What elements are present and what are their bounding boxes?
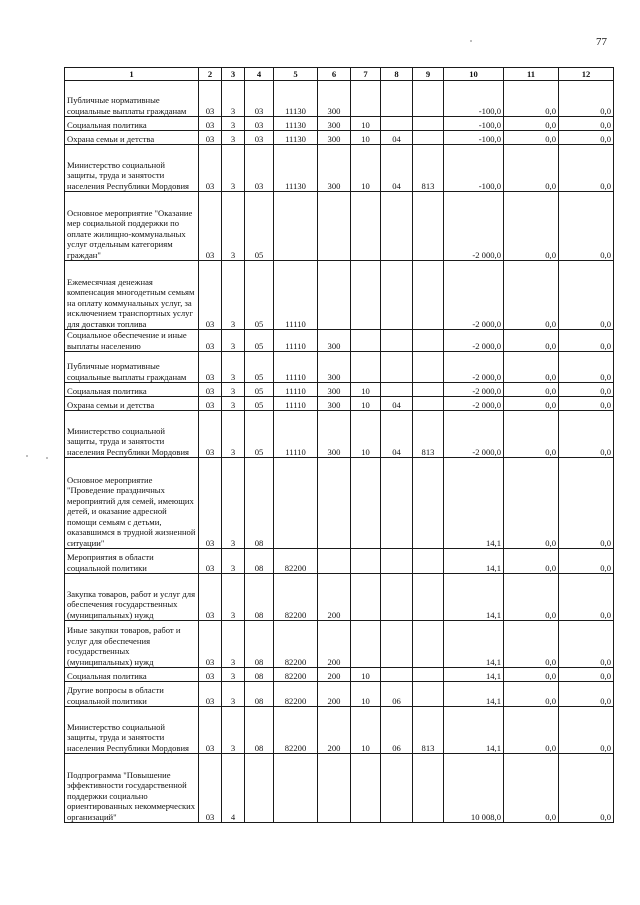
column-header: 6 — [318, 68, 351, 81]
table-cell: 0,0 — [559, 397, 614, 411]
table-cell — [318, 458, 351, 549]
table-cell: 0,0 — [504, 682, 559, 707]
table-cell: 03 — [199, 117, 222, 131]
table-cell — [381, 261, 413, 330]
table-cell — [413, 397, 444, 411]
table-cell: 08 — [245, 682, 274, 707]
table-cell: 0,0 — [559, 383, 614, 397]
table-cell: 200 — [318, 621, 351, 668]
table-cell: 3 — [222, 707, 245, 754]
table-cell: -2 000,0 — [444, 397, 504, 411]
table-cell: 14,1 — [444, 682, 504, 707]
table-cell — [351, 754, 381, 823]
table-cell: 03 — [245, 131, 274, 145]
row-name-cell: Социальная политика — [65, 668, 199, 682]
table-cell — [318, 192, 351, 261]
table-cell — [351, 192, 381, 261]
table-cell — [413, 458, 444, 549]
table-cell: 08 — [245, 549, 274, 574]
table-cell — [381, 549, 413, 574]
table-cell: 3 — [222, 621, 245, 668]
table-cell — [318, 261, 351, 330]
table-cell: 3 — [222, 117, 245, 131]
column-header: 8 — [381, 68, 413, 81]
table-cell: 04 — [381, 411, 413, 458]
table-row — [65, 145, 614, 192]
table-cell: 300 — [318, 117, 351, 131]
table-cell: 0,0 — [504, 117, 559, 131]
table-row — [65, 682, 614, 707]
table-cell: 813 — [413, 145, 444, 192]
row-name-cell: Социальная политика — [65, 117, 199, 131]
table-cell: 14,1 — [444, 549, 504, 574]
table-cell: 11110 — [274, 330, 318, 352]
table-cell: 3 — [222, 145, 245, 192]
table-cell — [351, 261, 381, 330]
table-cell — [413, 574, 444, 621]
table-cell — [413, 668, 444, 682]
table-cell: 0,0 — [504, 352, 559, 383]
table-cell: 0,0 — [559, 458, 614, 549]
scan-speck — [46, 457, 48, 459]
table-cell — [413, 131, 444, 145]
table-row — [65, 192, 614, 261]
scan-speck — [26, 455, 28, 457]
table-cell: 0,0 — [504, 192, 559, 261]
table-cell — [381, 117, 413, 131]
table-cell: 06 — [381, 682, 413, 707]
page-number: 77 — [596, 36, 607, 48]
table-cell — [351, 621, 381, 668]
table-cell: 0,0 — [504, 668, 559, 682]
table-cell: 03 — [199, 411, 222, 458]
table-cell: 03 — [199, 383, 222, 397]
table-cell: 04 — [381, 131, 413, 145]
table-cell — [381, 574, 413, 621]
table-cell: 03 — [199, 192, 222, 261]
table-cell — [413, 81, 444, 117]
table-cell: 0,0 — [504, 397, 559, 411]
row-name-cell: Публичные нормативные социальные выплаты гражданам — [65, 81, 199, 117]
table-cell: 11130 — [274, 81, 318, 117]
table-cell: 0,0 — [559, 574, 614, 621]
column-header: 12 — [559, 68, 614, 81]
table-cell: -100,0 — [444, 81, 504, 117]
table-cell: 3 — [222, 131, 245, 145]
table-cell — [413, 754, 444, 823]
table-cell: 10 — [351, 707, 381, 754]
table-row — [65, 261, 614, 330]
table-row — [65, 621, 614, 668]
table-cell: 0,0 — [559, 668, 614, 682]
table-cell: 04 — [381, 397, 413, 411]
table-cell — [274, 754, 318, 823]
table-body — [65, 81, 614, 823]
table-cell: 05 — [245, 397, 274, 411]
table-cell — [318, 754, 351, 823]
table-cell: 813 — [413, 707, 444, 754]
table-cell: 06 — [381, 707, 413, 754]
table-cell: -100,0 — [444, 131, 504, 145]
table-cell: 0,0 — [504, 549, 559, 574]
table-cell — [413, 549, 444, 574]
table-row — [65, 707, 614, 754]
header-row — [65, 68, 614, 81]
column-header: 9 — [413, 68, 444, 81]
table-cell: 10 — [351, 383, 381, 397]
table-cell: 300 — [318, 397, 351, 411]
table-cell: 11110 — [274, 397, 318, 411]
table-cell: 0,0 — [559, 261, 614, 330]
table-cell: 200 — [318, 707, 351, 754]
table-cell: 03 — [199, 682, 222, 707]
table-cell: 05 — [245, 383, 274, 397]
table-cell: 0,0 — [559, 145, 614, 192]
column-header: 3 — [222, 68, 245, 81]
table-cell: 0,0 — [504, 131, 559, 145]
table-cell: 0,0 — [559, 330, 614, 352]
table-cell: 82200 — [274, 707, 318, 754]
table-cell: -2 000,0 — [444, 352, 504, 383]
table-cell: 3 — [222, 330, 245, 352]
table-cell: 03 — [199, 458, 222, 549]
table-cell: 03 — [199, 574, 222, 621]
table-cell — [318, 549, 351, 574]
table-cell: 4 — [222, 754, 245, 823]
table-cell: 05 — [245, 261, 274, 330]
table-row — [65, 549, 614, 574]
table-row — [65, 81, 614, 117]
table-cell: 14,1 — [444, 574, 504, 621]
table-cell: 03 — [199, 330, 222, 352]
table-cell: -2 000,0 — [444, 192, 504, 261]
table-cell: 0,0 — [559, 192, 614, 261]
row-name-cell: Основное мероприятие "Оказание мер социальной поддержки по оплате жилищно-коммунальных услуг отдельным категориям граждан" — [65, 192, 199, 261]
row-name-cell: Охрана семьи и детства — [65, 131, 199, 145]
table-cell: 3 — [222, 549, 245, 574]
table-cell: 08 — [245, 707, 274, 754]
table-cell: 11110 — [274, 352, 318, 383]
table-cell: 0,0 — [559, 754, 614, 823]
table-cell — [381, 352, 413, 383]
row-name-cell: Публичные нормативные социальные выплаты гражданам — [65, 352, 199, 383]
table-cell: 10 — [351, 117, 381, 131]
table-cell — [274, 458, 318, 549]
table-cell: 0,0 — [559, 352, 614, 383]
row-name-cell: Иные закупки товаров, работ и услуг для обеспечения государственных (муниципальных) нужд — [65, 621, 199, 668]
column-header: 1 — [65, 68, 199, 81]
table-cell: 0,0 — [559, 81, 614, 117]
column-header: 7 — [351, 68, 381, 81]
table-cell: -2 000,0 — [444, 411, 504, 458]
table-cell — [381, 81, 413, 117]
table-cell: 3 — [222, 383, 245, 397]
table-cell: 08 — [245, 668, 274, 682]
table-cell: 3 — [222, 261, 245, 330]
table-cell: 200 — [318, 668, 351, 682]
table-cell: 82200 — [274, 668, 318, 682]
table-cell: 0,0 — [504, 261, 559, 330]
row-name-cell: Охрана семьи и детства — [65, 397, 199, 411]
table-cell — [351, 549, 381, 574]
table-cell: 3 — [222, 682, 245, 707]
table-cell: 03 — [199, 754, 222, 823]
table-cell: 08 — [245, 574, 274, 621]
table-cell: 0,0 — [559, 682, 614, 707]
table-cell — [413, 352, 444, 383]
table-cell: 200 — [318, 574, 351, 621]
table-cell: 05 — [245, 352, 274, 383]
table-cell: 11130 — [274, 145, 318, 192]
table-cell: 10 — [351, 668, 381, 682]
table-cell: 0,0 — [559, 549, 614, 574]
table-cell: 03 — [199, 707, 222, 754]
table-cell — [351, 330, 381, 352]
table-cell: 0,0 — [504, 411, 559, 458]
table-cell: 3 — [222, 192, 245, 261]
scan-speck — [470, 40, 472, 42]
table-cell — [351, 352, 381, 383]
column-header: 4 — [245, 68, 274, 81]
table-cell: 3 — [222, 668, 245, 682]
table-cell: 03 — [199, 549, 222, 574]
table-cell: 3 — [222, 574, 245, 621]
table-row — [65, 117, 614, 131]
table-cell — [413, 330, 444, 352]
table-cell — [413, 192, 444, 261]
table-cell: 03 — [199, 397, 222, 411]
table-cell: 03 — [199, 145, 222, 192]
table-cell: 0,0 — [504, 383, 559, 397]
row-name-cell: Основное мероприятие "Проведение праздничных мероприятий для семей, имеющих детей, и оказание адресной помощи семьям с детьми, оказавшимся в трудной жизненной ситуации" — [65, 458, 199, 549]
table-row — [65, 668, 614, 682]
table-cell: 03 — [199, 131, 222, 145]
table-cell: 04 — [381, 145, 413, 192]
table-cell: 0,0 — [504, 458, 559, 549]
table-cell: 11110 — [274, 383, 318, 397]
column-header: 2 — [199, 68, 222, 81]
table-cell: 0,0 — [504, 574, 559, 621]
row-name-cell: Другие вопросы в области социальной политики — [65, 682, 199, 707]
table-cell: 10 — [351, 145, 381, 192]
table-cell: 3 — [222, 397, 245, 411]
table-cell: 03 — [199, 81, 222, 117]
table-cell: 82200 — [274, 621, 318, 668]
table-cell: -100,0 — [444, 145, 504, 192]
table-cell: 03 — [199, 621, 222, 668]
table-cell — [381, 621, 413, 668]
table-cell — [351, 81, 381, 117]
table-cell: 10 — [351, 411, 381, 458]
table-cell: 14,1 — [444, 668, 504, 682]
table-cell: 10 — [351, 397, 381, 411]
table-cell — [381, 458, 413, 549]
row-name-cell: Социальная политика — [65, 383, 199, 397]
table-cell: 11110 — [274, 261, 318, 330]
table-cell: 3 — [222, 352, 245, 383]
table-row — [65, 352, 614, 383]
table-cell — [413, 261, 444, 330]
row-name-cell: Ежемесячная денежная компенсация многодетным семьям на оплату коммунальных услуг, за исключением транспортных услуг для доставки топлива — [65, 261, 199, 330]
table-cell — [413, 117, 444, 131]
table-row — [65, 574, 614, 621]
column-header: 11 — [504, 68, 559, 81]
table-row — [65, 458, 614, 549]
row-name-cell: Министерство социальной защиты, труда и занятости населения Республики Мордовия — [65, 411, 199, 458]
table-cell: 300 — [318, 145, 351, 192]
table-cell — [274, 192, 318, 261]
table-cell — [381, 330, 413, 352]
table-cell: 11110 — [274, 411, 318, 458]
table-cell: 14,1 — [444, 458, 504, 549]
table-cell: 0,0 — [559, 707, 614, 754]
table-cell — [413, 621, 444, 668]
row-name-cell: Министерство социальной защиты, труда и занятости населения Республики Мордовия — [65, 145, 199, 192]
table-cell: 03 — [245, 117, 274, 131]
table-cell — [413, 682, 444, 707]
table-row — [65, 411, 614, 458]
table-cell: -2 000,0 — [444, 261, 504, 330]
table-cell: 200 — [318, 682, 351, 707]
table-cell: 0,0 — [559, 131, 614, 145]
table-cell: -2 000,0 — [444, 383, 504, 397]
table-cell: 0,0 — [504, 330, 559, 352]
table-cell: 05 — [245, 411, 274, 458]
table-cell: 03 — [199, 261, 222, 330]
table-row — [65, 397, 614, 411]
table-cell — [413, 383, 444, 397]
table-cell: -100,0 — [444, 117, 504, 131]
table-cell: 0,0 — [504, 754, 559, 823]
table-cell — [381, 192, 413, 261]
column-header: 5 — [274, 68, 318, 81]
column-header: 10 — [444, 68, 504, 81]
table-row — [65, 754, 614, 823]
table-cell: 82200 — [274, 574, 318, 621]
table-cell: 0,0 — [504, 81, 559, 117]
table-cell: 10 — [351, 131, 381, 145]
table-cell: 82200 — [274, 682, 318, 707]
row-name-cell: Министерство социальной защиты, труда и занятости населения Республики Мордовия — [65, 707, 199, 754]
table-cell: 03 — [199, 352, 222, 383]
table-cell: 300 — [318, 330, 351, 352]
table-cell: 0,0 — [559, 411, 614, 458]
table-cell: 0,0 — [504, 621, 559, 668]
table-cell: 11130 — [274, 131, 318, 145]
table-cell: 3 — [222, 458, 245, 549]
table-cell — [351, 458, 381, 549]
table-cell: 03 — [199, 668, 222, 682]
table-cell: 05 — [245, 330, 274, 352]
table-cell: 14,1 — [444, 621, 504, 668]
table-cell: 0,0 — [504, 145, 559, 192]
table-row — [65, 131, 614, 145]
table-cell: 11130 — [274, 117, 318, 131]
table-cell: 82200 — [274, 549, 318, 574]
row-name-cell: Закупка товаров, работ и услуг для обеспечения государственных (муниципальных) нужд — [65, 574, 199, 621]
table-cell: 10 — [351, 682, 381, 707]
table-cell: 10 008,0 — [444, 754, 504, 823]
table-cell: 300 — [318, 131, 351, 145]
table-cell: -2 000,0 — [444, 330, 504, 352]
table-cell — [381, 668, 413, 682]
table-cell: 3 — [222, 81, 245, 117]
table-cell — [381, 383, 413, 397]
table-cell: 14,1 — [444, 707, 504, 754]
table-cell: 03 — [245, 145, 274, 192]
table-cell: 0,0 — [559, 621, 614, 668]
table-cell — [351, 574, 381, 621]
table-cell: 05 — [245, 192, 274, 261]
table-cell — [381, 754, 413, 823]
table-cell: 0,0 — [559, 117, 614, 131]
table-cell — [245, 754, 274, 823]
row-name-cell: Мероприятия в области социальной политики — [65, 549, 199, 574]
row-name-cell: Подпрограмма "Повышение эффективности государственной поддержки социально ориентированных некоммерческих организаций" — [65, 754, 199, 823]
table-cell: 813 — [413, 411, 444, 458]
row-name-cell: Социальное обеспечение и иные выплаты населению — [65, 330, 199, 352]
table-cell: 0,0 — [504, 707, 559, 754]
table-cell: 300 — [318, 383, 351, 397]
table-cell: 03 — [245, 81, 274, 117]
table-cell: 300 — [318, 352, 351, 383]
budget-table — [64, 67, 614, 823]
table-cell: 08 — [245, 458, 274, 549]
table-row — [65, 383, 614, 397]
table-cell: 08 — [245, 621, 274, 668]
table-row — [65, 330, 614, 352]
table-cell: 300 — [318, 411, 351, 458]
table-cell: 300 — [318, 81, 351, 117]
table-cell: 3 — [222, 411, 245, 458]
